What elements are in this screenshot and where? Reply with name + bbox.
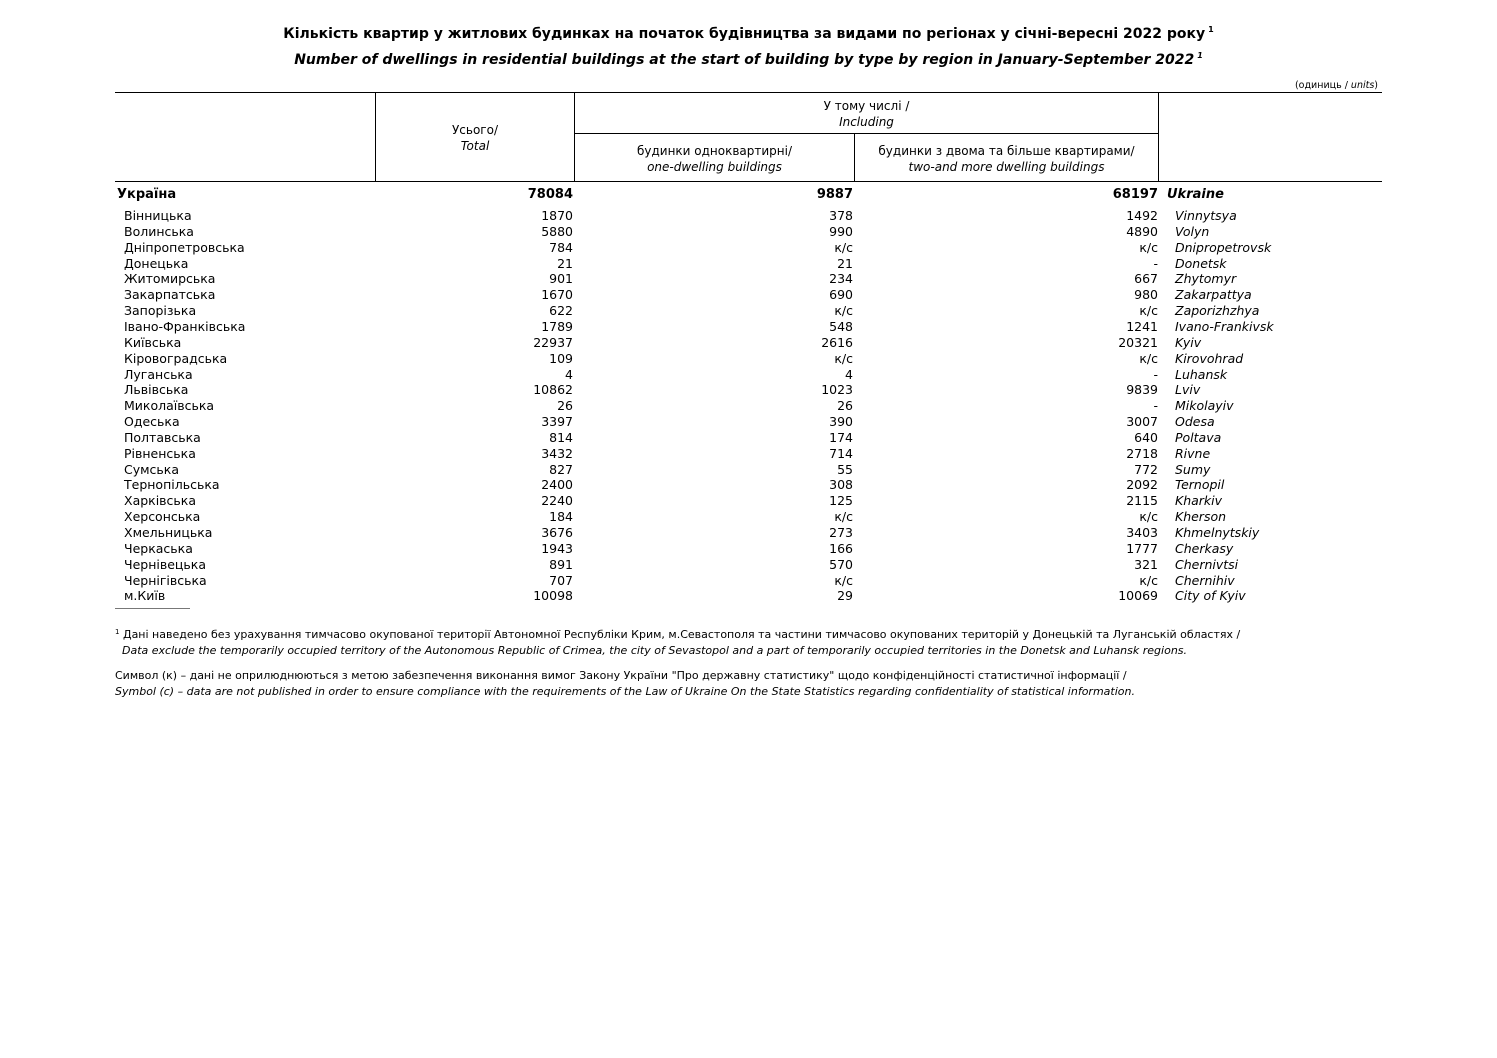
- header-total: [376, 122, 574, 154]
- header-including-en: Including: [839, 115, 894, 129]
- region-name-en: Lviv: [1175, 382, 1201, 398]
- region-name-en: Volyn: [1175, 223, 1210, 239]
- region-name-en: Zhytomyr: [1175, 271, 1237, 287]
- cell-one-dwelling: 714: [829, 445, 853, 461]
- cell-two-dwelling: 667: [1134, 271, 1158, 287]
- cell-total: 22937: [533, 334, 573, 350]
- region-name-en: Dnipropetrovsk: [1175, 239, 1272, 255]
- table-row: [115, 414, 1382, 430]
- footnote: [115, 624, 1240, 659]
- region-name-en: Kyiv: [1175, 334, 1202, 350]
- region-name-ua: Одеська: [124, 414, 180, 430]
- table-row: [115, 477, 1382, 493]
- table-row: [115, 430, 1382, 446]
- cell-one-dwelling: 548: [829, 318, 853, 334]
- region-name-en: Khmelnytskiy: [1175, 525, 1260, 540]
- table-row: [115, 271, 1382, 287]
- cell-two-dwelling: 20321: [1118, 334, 1158, 350]
- table-row: [115, 335, 1382, 351]
- title-ua-footnote-mark: 1: [1208, 25, 1214, 34]
- header-one-en: one-dwelling buildings: [647, 160, 782, 174]
- cell-total: 26: [557, 398, 573, 414]
- table-row: [115, 351, 1382, 367]
- cell-one-dwelling: 308: [829, 477, 853, 493]
- header-divider: [1158, 93, 1159, 181]
- cell-total: 3397: [541, 414, 573, 430]
- cell-total: 622: [549, 303, 573, 319]
- units-ua: (одиниць /: [1294, 80, 1351, 91]
- region-name-en: Chernihiv: [1175, 572, 1235, 588]
- cell-total: 1670: [541, 287, 573, 303]
- cell-total: 1870: [541, 208, 573, 223]
- table-row: [115, 446, 1382, 462]
- table-row: [115, 557, 1382, 573]
- region-name-ua: Херсонська: [124, 509, 201, 525]
- cell-two-dwelling: к/с: [1139, 239, 1158, 255]
- region-name-en: Kharkiv: [1175, 493, 1223, 509]
- symbol-note: [115, 668, 1135, 700]
- cell-two-dwelling: -: [1153, 398, 1158, 414]
- cell-one-dwelling: 990: [829, 223, 853, 239]
- region-name-ua: Запорізька: [124, 303, 197, 319]
- cell-two-dwelling: -: [1153, 255, 1158, 271]
- table-row: [115, 588, 1382, 604]
- cell-one-dwelling: 21: [837, 255, 853, 271]
- header-total-ua: Усього/: [451, 123, 498, 137]
- cell-two-dwelling: 1241: [1126, 318, 1158, 334]
- table-row: [115, 208, 1382, 224]
- cell-one-dwelling: 9887: [816, 187, 853, 202]
- cell-two-dwelling: 2718: [1126, 445, 1158, 461]
- cell-two-dwelling: к/с: [1139, 303, 1158, 319]
- cell-total: 10862: [533, 382, 573, 398]
- cell-two-dwelling: 68197: [1112, 187, 1158, 202]
- region-name-en: Sumy: [1175, 461, 1211, 477]
- table-row: [115, 367, 1382, 383]
- units-label: [1295, 80, 1378, 91]
- header-including-ua: У тому числі /: [823, 99, 910, 113]
- region-name-ua: Луганська: [124, 366, 193, 382]
- cell-total: 2240: [541, 493, 573, 509]
- table-row: [115, 462, 1382, 478]
- cell-total: 109: [549, 350, 573, 366]
- region-name-en: Rivne: [1175, 445, 1211, 461]
- header-one-ua: будинки одноквартирні/: [636, 144, 793, 158]
- cell-total: 4: [565, 366, 573, 382]
- cell-one-dwelling: 234: [829, 271, 853, 287]
- table-row: [115, 319, 1382, 335]
- header-two-ua: будинки з двома та більше квартирами/: [878, 144, 1135, 158]
- title-en-text: Number of dwellings in residential buildings at the start of building by type by region in January-September 2022: [294, 52, 1195, 68]
- region-name-ua: м.Київ: [124, 588, 166, 604]
- cell-two-dwelling: 9839: [1126, 382, 1158, 398]
- region-name-ua: Чернігівська: [124, 572, 207, 588]
- table-row: [115, 382, 1382, 398]
- header-two-dwelling: [855, 143, 1158, 175]
- footnote-mark: 1: [115, 628, 120, 636]
- cell-one-dwelling: 55: [837, 461, 853, 477]
- cell-one-dwelling: к/с: [834, 572, 853, 588]
- region-name-ua: Закарпатська: [124, 287, 216, 303]
- region-name-ua: Кіровоградська: [124, 350, 228, 366]
- cell-two-dwelling: 3403: [1126, 525, 1158, 540]
- cell-one-dwelling: 166: [829, 540, 853, 556]
- region-name-en: Zaporizhzhya: [1175, 303, 1260, 319]
- cell-one-dwelling: 29: [837, 588, 853, 604]
- region-name-ua: Сумська: [124, 461, 180, 477]
- header-including: [575, 98, 1158, 130]
- cell-total: 1789: [541, 318, 573, 334]
- title-en-footnote-mark: 1: [1197, 51, 1203, 60]
- region-name-ua: Миколаївська: [124, 398, 215, 414]
- header-two-en: two-and more dwelling buildings: [908, 160, 1105, 174]
- cell-two-dwelling: 2092: [1126, 477, 1158, 493]
- cell-total: 184: [549, 509, 573, 525]
- region-name-en: Mikolayiv: [1175, 398, 1234, 414]
- region-name-ua: Харківська: [124, 493, 196, 509]
- cell-one-dwelling: 690: [829, 287, 853, 303]
- region-name-ua: Полтавська: [124, 429, 201, 445]
- cell-two-dwelling: 10069: [1118, 588, 1158, 604]
- cell-one-dwelling: к/с: [834, 239, 853, 255]
- region-name-ua: Чернівецька: [124, 556, 206, 572]
- table-row: [115, 525, 1382, 541]
- cell-one-dwelling: 1023: [821, 382, 853, 398]
- cell-total: 784: [549, 239, 573, 255]
- units-en: units: [1350, 80, 1375, 91]
- region-name-ua: Україна: [117, 187, 177, 202]
- region-name-en: Ternopil: [1175, 477, 1225, 493]
- cell-total: 3432: [541, 445, 573, 461]
- cell-two-dwelling: 3007: [1126, 414, 1158, 430]
- cell-total: 1943: [541, 540, 573, 556]
- cell-one-dwelling: 174: [829, 429, 853, 445]
- cell-two-dwelling: 2115: [1126, 493, 1158, 509]
- region-name-en: Kherson: [1175, 509, 1227, 525]
- region-name-ua: Рівненська: [124, 445, 196, 461]
- cell-two-dwelling: 640: [1134, 429, 1158, 445]
- table-row: [115, 509, 1382, 525]
- region-name-ua: Львівська: [124, 382, 189, 398]
- region-name-en: Luhansk: [1175, 366, 1228, 382]
- symbol-note-ua: Символ (к) – дані не оприлюднюються з метою забезпечення виконання вимог Закону України "Про державну статистику" щодо конфіденційності статистичної інформації /: [115, 669, 1127, 682]
- region-name-ua: Донецька: [124, 255, 189, 271]
- region-name-en: Chernivtsi: [1175, 556, 1239, 572]
- table-row: [115, 240, 1382, 256]
- cell-one-dwelling: 570: [829, 556, 853, 572]
- cell-one-dwelling: 390: [829, 414, 853, 430]
- region-name-en: Donetsk: [1175, 255, 1227, 271]
- page-title-en: [0, 51, 1497, 68]
- table-row: [115, 398, 1382, 414]
- region-name-ua: Івано-Франківська: [124, 318, 246, 334]
- region-name-en: Kirovohrad: [1175, 350, 1244, 366]
- cell-two-dwelling: 1492: [1126, 208, 1158, 223]
- cell-two-dwelling: -: [1153, 366, 1158, 382]
- cell-two-dwelling: 772: [1134, 461, 1158, 477]
- cell-total: 10098: [533, 588, 573, 604]
- region-name-en: Zakarpattya: [1175, 287, 1252, 303]
- region-name-ua: Київська: [124, 334, 182, 350]
- region-name-ua: Хмельницька: [124, 525, 213, 540]
- cell-two-dwelling: 1777: [1126, 540, 1158, 556]
- table-row: [115, 573, 1382, 589]
- region-name-ua: Тернопільська: [124, 477, 220, 493]
- table-row: [115, 287, 1382, 303]
- page-title-ua: [0, 25, 1497, 42]
- region-name-en: Cherkasy: [1175, 540, 1234, 556]
- cell-total: 707: [549, 572, 573, 588]
- cell-one-dwelling: 378: [829, 208, 853, 223]
- region-name-en: Ivano-Frankivsk: [1175, 318, 1274, 334]
- cell-two-dwelling: к/с: [1139, 509, 1158, 525]
- region-name-ua: Дніпропетровська: [124, 239, 245, 255]
- cell-one-dwelling: 2616: [821, 334, 853, 350]
- cell-one-dwelling: 4: [845, 366, 853, 382]
- region-name-en: Ukraine: [1167, 187, 1224, 202]
- footnote-rule: [115, 608, 190, 609]
- cell-total: 827: [549, 461, 573, 477]
- cell-total: 891: [549, 556, 573, 572]
- table-row: [115, 493, 1382, 509]
- region-name-ua: Житомирська: [124, 271, 216, 287]
- table-row: [115, 224, 1382, 240]
- header-subrule: [574, 133, 1159, 134]
- region-name-ua: Волинська: [124, 223, 194, 239]
- header-total-en: Total: [460, 139, 490, 153]
- cell-total: 2400: [541, 477, 573, 493]
- cell-total: 3676: [541, 525, 573, 540]
- cell-one-dwelling: к/с: [834, 350, 853, 366]
- region-name-ua: Вінницька: [124, 208, 192, 223]
- cell-one-dwelling: к/с: [834, 303, 853, 319]
- cell-total: 78084: [527, 187, 573, 202]
- region-name-en: Poltava: [1175, 429, 1222, 445]
- cell-two-dwelling: 4890: [1126, 223, 1158, 239]
- symbol-note-en: Symbol (c) – data are not published in order to ensure compliance with the requirements of the Law of Ukraine On the State Statistics regarding confidentiality of statistical information.: [115, 685, 1135, 698]
- cell-two-dwelling: к/с: [1139, 350, 1158, 366]
- region-name-en: Vinnytsya: [1175, 208, 1237, 223]
- cell-one-dwelling: 125: [829, 493, 853, 509]
- cell-one-dwelling: 273: [829, 525, 853, 540]
- cell-total: 901: [549, 271, 573, 287]
- cell-two-dwelling: к/с: [1139, 572, 1158, 588]
- cell-two-dwelling: 980: [1134, 287, 1158, 303]
- region-name-en: City of Kyiv: [1175, 588, 1246, 604]
- footnote-ua: Дані наведено без урахування тимчасово окупованої території Автономної Республіки Крим, м.Севастополя та частини тимчасово окупованих територій у Донецькій та Луганській областях /: [122, 628, 1241, 641]
- table-row-total: [115, 187, 1382, 203]
- footnote-en: Data exclude the temporarily occupied territory of the Autonomous Republic of Crimea, the city of Sevastopol and a part of temporarily occupied territories in the Donetsk and Luhansk regions.: [122, 644, 1188, 657]
- region-name-ua: Черкаська: [124, 540, 193, 556]
- table-header: [115, 92, 1382, 182]
- cell-one-dwelling: 26: [837, 398, 853, 414]
- title-ua-text: Кількість квартир у житлових будинках на початок будівництва за видами по регіонах у січні-вересні 2022 року: [283, 26, 1206, 42]
- table-row: [115, 303, 1382, 319]
- table-row: [115, 256, 1382, 272]
- cell-total: 21: [557, 255, 573, 271]
- cell-two-dwelling: 321: [1134, 556, 1158, 572]
- units-close: ): [1374, 80, 1378, 91]
- cell-total: 814: [549, 429, 573, 445]
- cell-one-dwelling: к/с: [834, 509, 853, 525]
- table-row: [115, 541, 1382, 557]
- region-name-en: Odesa: [1175, 414, 1215, 430]
- header-one-dwelling: [575, 143, 854, 175]
- cell-total: 5880: [541, 223, 573, 239]
